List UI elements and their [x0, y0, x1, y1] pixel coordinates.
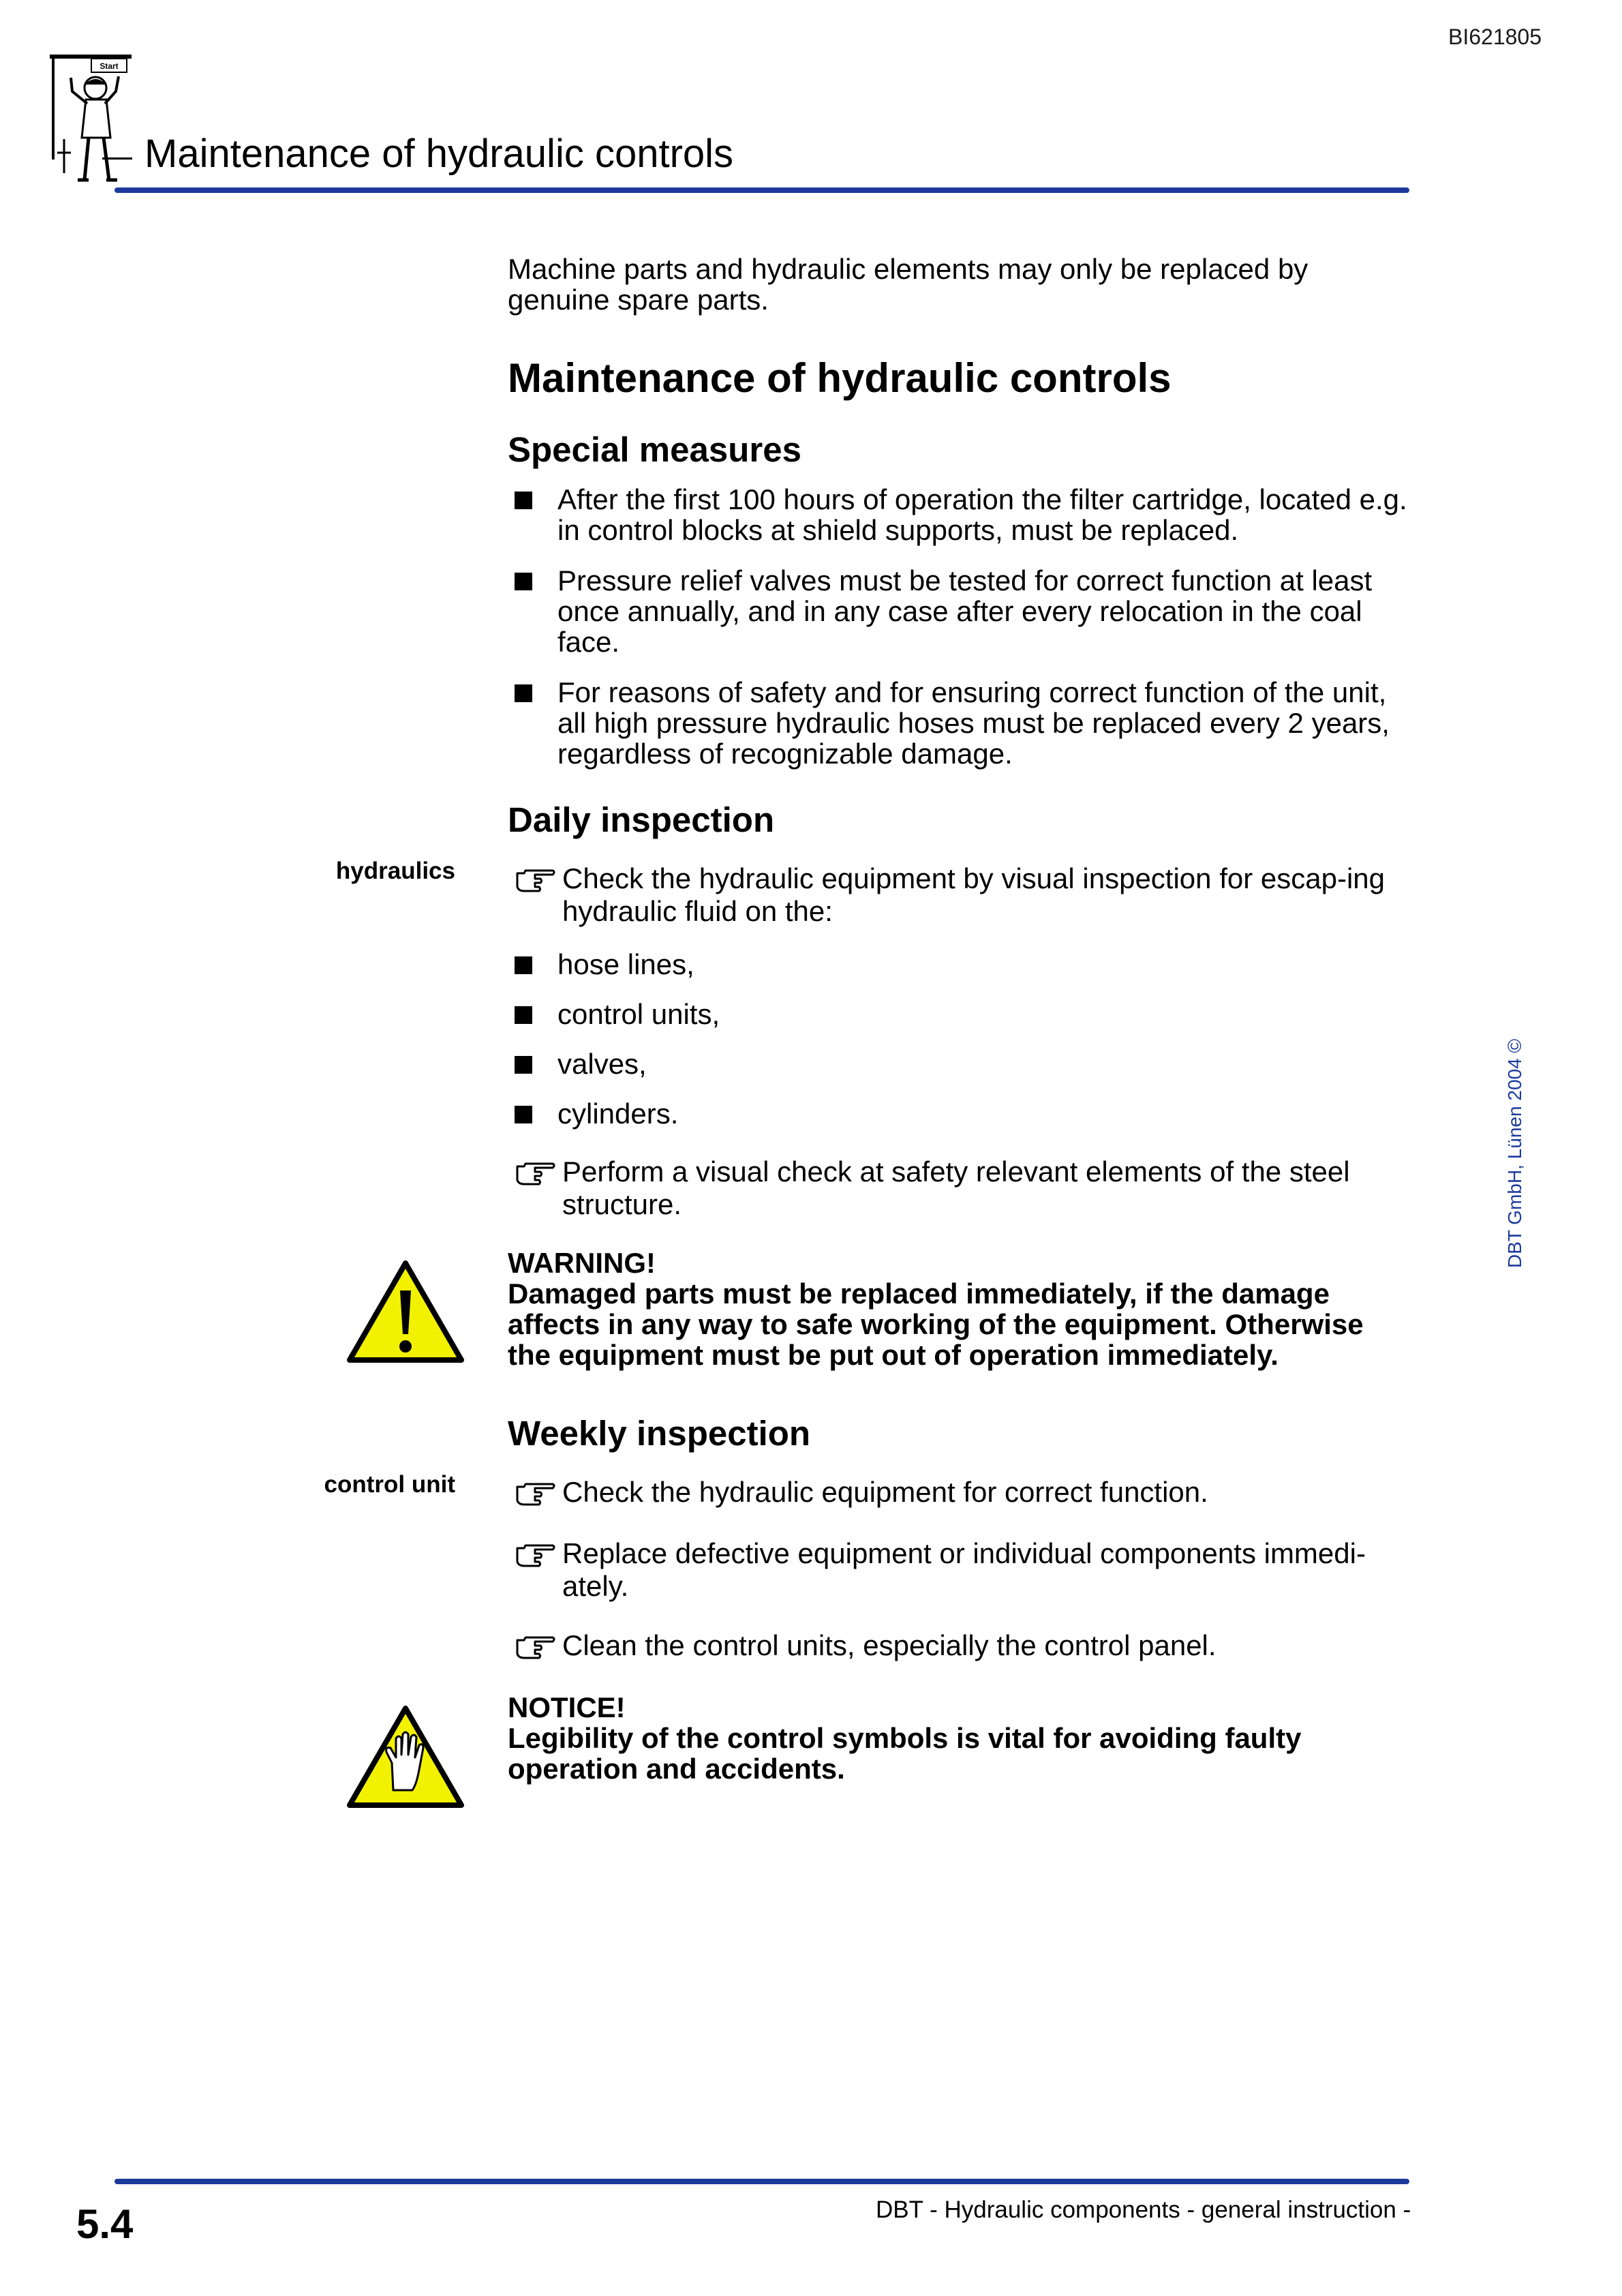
list-item-text: cylinders. — [557, 1098, 679, 1130]
worker-start-icon — [48, 50, 136, 187]
warning-triangle-icon — [344, 1258, 467, 1367]
section-title-block — [508, 356, 1414, 401]
list-item — [508, 677, 1414, 769]
pointing-hand-icon — [515, 866, 557, 895]
bullet-square-icon — [515, 573, 532, 590]
copyright-text: DBT GmbH, Lünen 2004 © — [1504, 1038, 1525, 1268]
daily-inspection-heading: Daily inspection — [508, 800, 775, 839]
pointing-hand-icon — [515, 1160, 557, 1188]
footer-title: DBT - Hydraulic components - general instruction - — [876, 2196, 1411, 2223]
warning-title: WARNING! — [508, 1247, 656, 1279]
notice-block — [508, 1692, 1414, 1784]
page-number: 5.4 — [76, 2201, 134, 2247]
list-item-text: control units, — [557, 998, 720, 1030]
weekly-inspection-heading-block — [508, 1415, 1414, 1453]
pointing-hand-icon — [515, 1480, 557, 1509]
list-item — [508, 949, 1414, 980]
action-item — [508, 1629, 1414, 1662]
list-item — [508, 999, 1414, 1029]
special-measures-heading-block — [508, 431, 1414, 469]
warning-text: Damaged parts must be replaced immediately, if the damage affects in any way to safe working of the equipment. Otherwise the equipment must be put out of operation immediately. — [508, 1278, 1364, 1371]
list-item-text: hose lines, — [557, 948, 694, 980]
header-rule — [114, 187, 1409, 193]
bullet-square-icon — [515, 1056, 532, 1074]
list-item — [508, 1098, 1414, 1129]
page-header-title: Maintenance of hydraulic controls — [144, 132, 734, 176]
notice-hand-icon — [344, 1703, 467, 1812]
action-item-text: Perform a visual check at safety relevant elements of the steel structure. — [562, 1155, 1350, 1220]
action-item-text: Check the hydraulic equipment for correct function. — [562, 1476, 1208, 1508]
bullet-square-icon — [515, 1106, 532, 1123]
margin-label-control-unit: control unit — [324, 1471, 455, 1498]
document-code: BI621805 — [1448, 25, 1542, 49]
bullet-square-icon — [515, 684, 532, 702]
list-item-text: For reasons of safety and for ensuring correct function of the unit, all high pressure hydraulic hoses must be replaced every 2 years, regardless of recognizable damage. — [557, 676, 1390, 770]
margin-label-hydraulics: hydraulics — [335, 858, 455, 884]
bullet-square-icon — [515, 492, 532, 509]
header-dash — [102, 157, 132, 160]
special-measures-heading: Special measures — [508, 430, 801, 469]
pointing-hand-icon — [515, 1541, 557, 1570]
intro-paragraph — [508, 254, 1414, 315]
action-item — [508, 1155, 1414, 1221]
list-item-text: After the first 100 hours of operation the filter cartridge, located e.g. in control blocks at shield supports, must be replaced. — [557, 483, 1407, 546]
list-item-text: Pressure relief valves must be tested for correct function at least once annually, and in any case after every relocation in the coal face. — [557, 564, 1373, 658]
section-title: Maintenance of hydraulic controls — [508, 355, 1172, 401]
list-item — [508, 565, 1414, 657]
action-item-text: Check the hydraulic equipment by visual inspection for escap-ing hydraulic fluid on the: — [562, 862, 1385, 927]
action-item — [508, 862, 1414, 928]
bullet-square-icon — [515, 1006, 532, 1024]
list-item — [508, 1048, 1414, 1079]
warning-block — [508, 1248, 1414, 1370]
action-item — [508, 1537, 1414, 1603]
notice-title: NOTICE! — [508, 1691, 626, 1723]
copyright-notice — [1482, 1038, 1525, 1275]
list-item — [508, 484, 1414, 545]
pointing-hand-icon — [515, 1633, 557, 1662]
action-item — [508, 1476, 1414, 1509]
bullet-square-icon — [515, 956, 532, 974]
notice-text: Legibility of the control symbols is vital for avoiding faulty operation and accidents. — [508, 1722, 1302, 1785]
logo-badge-text: Start — [100, 61, 119, 71]
action-item-text: Clean the control units, especially the control panel. — [562, 1629, 1216, 1661]
list-item-text: valves, — [557, 1048, 647, 1080]
daily-inspection-heading-block — [508, 801, 1414, 839]
footer-rule — [114, 2179, 1409, 2184]
action-item-text: Replace defective equipment or individual components immedi-ately. — [562, 1537, 1366, 1602]
weekly-inspection-heading: Weekly inspection — [508, 1414, 811, 1453]
intro-text: Machine parts and hydraulic elements may only be replaced by genuine spare parts. — [508, 253, 1309, 316]
